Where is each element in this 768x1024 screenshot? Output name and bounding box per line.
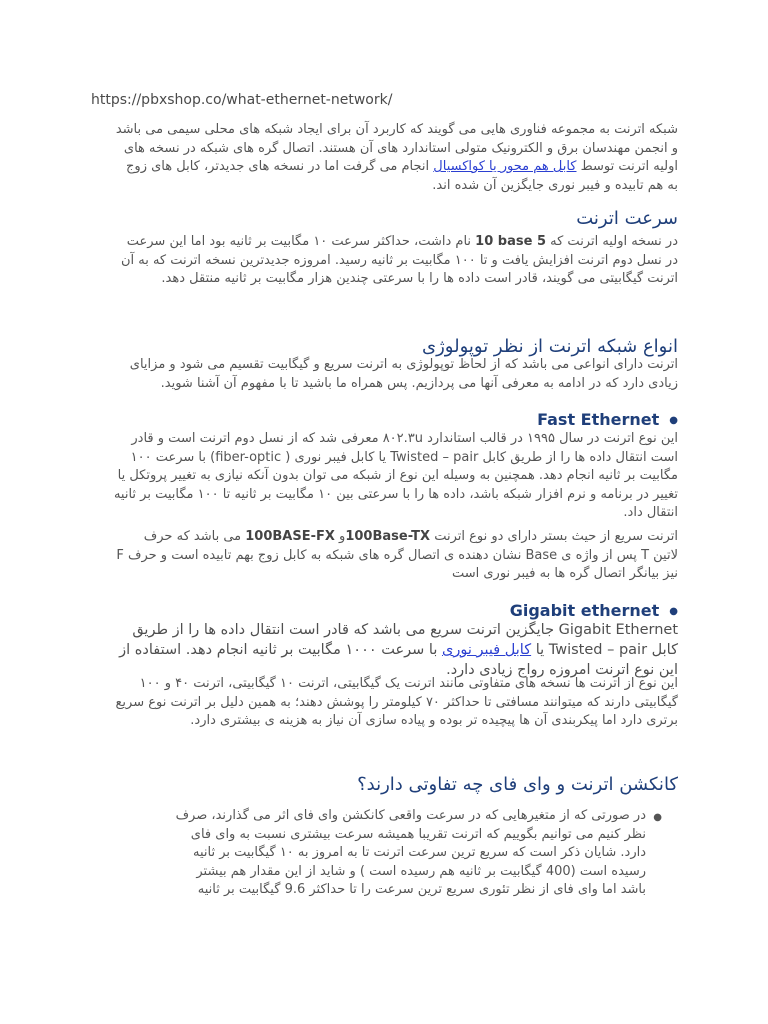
fast-types-bold-text: 100BASE-FX bbox=[245, 529, 335, 544]
wifi-text bbox=[88, 807, 646, 900]
speed-heading: سرعت اترنت bbox=[576, 208, 678, 229]
gigabit-text: کابل Twisted – pair یا bbox=[531, 642, 678, 658]
topology-heading: انواع شبکه اترنت از نظر توپولوژی bbox=[422, 336, 678, 357]
topology-paragraph bbox=[88, 356, 678, 393]
wifi-heading: کانکشن اترنت و وای فای چه تفاوتی دارند؟ bbox=[357, 774, 678, 795]
bullet-icon: ● bbox=[669, 606, 678, 617]
speed-line bbox=[88, 233, 678, 252]
wifi-line: رسیده است (400 گیگابیت بر ثانیه هم رسیده است ) و شاید از این مقدار هم بیشتر bbox=[196, 863, 646, 879]
intro-paragraph bbox=[88, 121, 678, 195]
fast-line: انتقال داد. bbox=[623, 505, 678, 520]
fast-types-text: اترنت سریع از حیث بستر دارای دو نوع اترنت bbox=[430, 529, 678, 544]
wifi-line: در صورتی که از متغیرهایی که در سرعت واقعی کانکشن وای فای اثر می گذارند، صرف bbox=[175, 808, 646, 823]
gigabit-versions-line: برتری دارد اما پیکربندی آن ها پیچیده تر بوده و پیاده سازی آن نیاز به هزینه ی بیشتری دارد. bbox=[190, 713, 678, 728]
fiber-optic-cable-link[interactable]: کابل فیبر نوری bbox=[441, 642, 532, 658]
wifi-line: دارد. شایان ذکر است که سریع ترین سرعت اترنت تا به امروز به ۱۰ گیگابیت بر ثانیه bbox=[192, 845, 646, 860]
fast-ethernet-heading bbox=[88, 410, 678, 429]
gigabit-line: Gigabit Ethernet جایگزین اترنت سریع می باشد که قادر است انتقال داده ها را از طریق bbox=[132, 622, 678, 638]
topology-line: زیادی دارد که در ادامه به معرفی آنها می پردازیم. پس همراه ما باشید تا با مفهوم آن آشنا شوید. bbox=[160, 375, 678, 391]
intro-line: و انجمن مهندسان برق و الکترونیک متولی استاندارد های آن هستند. اتصال گره های شبکه در نسخه های bbox=[123, 140, 678, 156]
gigabit-versions-paragraph bbox=[88, 675, 678, 731]
coaxial-cable-link[interactable]: کابل هم محور یا کواکسیال bbox=[433, 159, 577, 174]
gigabit-ethernet-heading bbox=[88, 601, 678, 620]
speed-text: در نسخه اولیه اترنت که bbox=[546, 234, 678, 249]
intro-line: شبکه اترنت به مجموعه فناوری هایی می گویند که کاربرد آن برای ایجاد شبکه های محلی سیمی می باشد bbox=[115, 122, 678, 137]
fast-types-text: و bbox=[334, 529, 346, 544]
source-url: https://pbxshop.co/what-ethernet-network/ bbox=[91, 92, 393, 108]
gigabit-line: این نوع اترنت امروزه رواج زیادی دارد. bbox=[446, 662, 678, 678]
topology-line: اترنت دارای انواعی می باشد که از لحاظ توپولوژی به اترنت سریع و گیگابیت تقسیم می شود و مزایای bbox=[129, 357, 678, 372]
fast-types-line bbox=[88, 528, 678, 547]
speed-bold bbox=[475, 234, 546, 249]
speed-line: در نسل دوم اترنت افزایش یافت و تا ۱۰۰ مگابیت بر ثانیه رسید. امروزه جدیدترین نسخه اترنت که به آن bbox=[120, 252, 678, 268]
fast-types-text: می باشد که حرف bbox=[143, 529, 246, 544]
intro-line bbox=[88, 158, 678, 177]
intro-text: انجام می گرفت اما در نسخه های جدیدتر، کابل های زوج bbox=[126, 159, 434, 174]
gigabit-text: با سرعت ۱۰۰۰ مگابیت بر ثانیه انجام دهد. استفاده از bbox=[119, 642, 442, 658]
speed-paragraph bbox=[88, 233, 678, 289]
speed-bold-text: 10 base 5 bbox=[475, 234, 546, 249]
fast-ethernet-paragraph bbox=[88, 430, 678, 523]
speed-line: اترنت گیگابیتی می گویند، قادر است داده ها را با سرعتی چندین هزار مگابیت بر ثانیه منتقل دهد. bbox=[161, 271, 678, 286]
fast-types-bold bbox=[345, 529, 430, 544]
fast-types-bold-text: 100Base-TX bbox=[345, 529, 431, 544]
intro-text: اولیه اترنت توسط bbox=[576, 159, 678, 174]
gigabit-line bbox=[88, 640, 678, 660]
wifi-line: نظر کنیم می توانیم بگوییم که اترنت تقریبا همیشه سرعت بیشتری نسبت به وای فای bbox=[190, 826, 646, 842]
gigabit-versions-line: این نوع از اترنت ها نسخه های متفاوتی مانند اترنت یک گیگابیتی، اترنت ۱۰ گیگابیتی، اترنت ۴۰ و ۱۰۰ bbox=[139, 676, 678, 691]
bullet-icon: ● bbox=[653, 812, 662, 823]
fast-types-line: لاتین T پس از واژه ی Base نشان دهنده ی اتصال گره های شبکه به کابل زوج بهم تابیده است و حرف F bbox=[116, 547, 678, 563]
fast-line: این نوع اترنت در سال ۱۹۹۵ در قالب استاندارد ۸۰۲.۳u معرفی شد که از نسل دوم اترنت است و قادر bbox=[131, 431, 678, 446]
gigabit-paragraph bbox=[88, 620, 678, 680]
bullet-icon: ● bbox=[669, 415, 678, 426]
fast-ethernet-title: Fast Ethernet bbox=[537, 410, 660, 429]
fast-line: است انتقال داده ها را از طریق کابل Twisted – pair یا کابل فیبر نوری ( fiber-optic) با سرعت ۱۰۰ bbox=[130, 449, 678, 465]
gigabit-ethernet-title: Gigabit ethernet bbox=[509, 601, 660, 620]
speed-text: نام داشت، حداکثر سرعت ۱۰ مگابیت بر ثانیه بود اما این سرعت bbox=[126, 234, 476, 249]
fast-line: مگابیت بر ثانیه انجام دهد. همچنین به وسیله این نوع از شبکه می توان بدون آنکه نیازی به تغییر پروتکل یا bbox=[117, 468, 678, 483]
intro-line: به هم تابیده و فیبر نوری جایگزین آن شده اند. bbox=[432, 177, 678, 193]
fast-ethernet-types-paragraph bbox=[88, 528, 678, 584]
fast-line: تغییر در برنامه و نرم افزار شبکه باشد، داده ها را با سرعتی بین ۱۰ مگابیت بر ثانیه تا ۱۰۰ مگابیت بر ثانیه bbox=[113, 486, 678, 502]
fast-types-line: نیز بیانگر اتصال گره ها به فیبر نوری است bbox=[451, 566, 678, 581]
gigabit-versions-line: گیگابیتی دارند که میتوانند مسافتی تا حداکثر ۷۰ کیلومتر را پوشش دهند؛ به همین دلیل بر اترنت نوع سریع bbox=[115, 694, 678, 710]
wifi-line: باشد اما وای فای از نظر تئوری سریع ترین سرعت را تا حداکثر 9.6 گیگابیت بر ثانیه bbox=[197, 882, 646, 897]
wifi-bullet-item bbox=[88, 807, 678, 900]
fast-types-bold bbox=[245, 529, 335, 544]
